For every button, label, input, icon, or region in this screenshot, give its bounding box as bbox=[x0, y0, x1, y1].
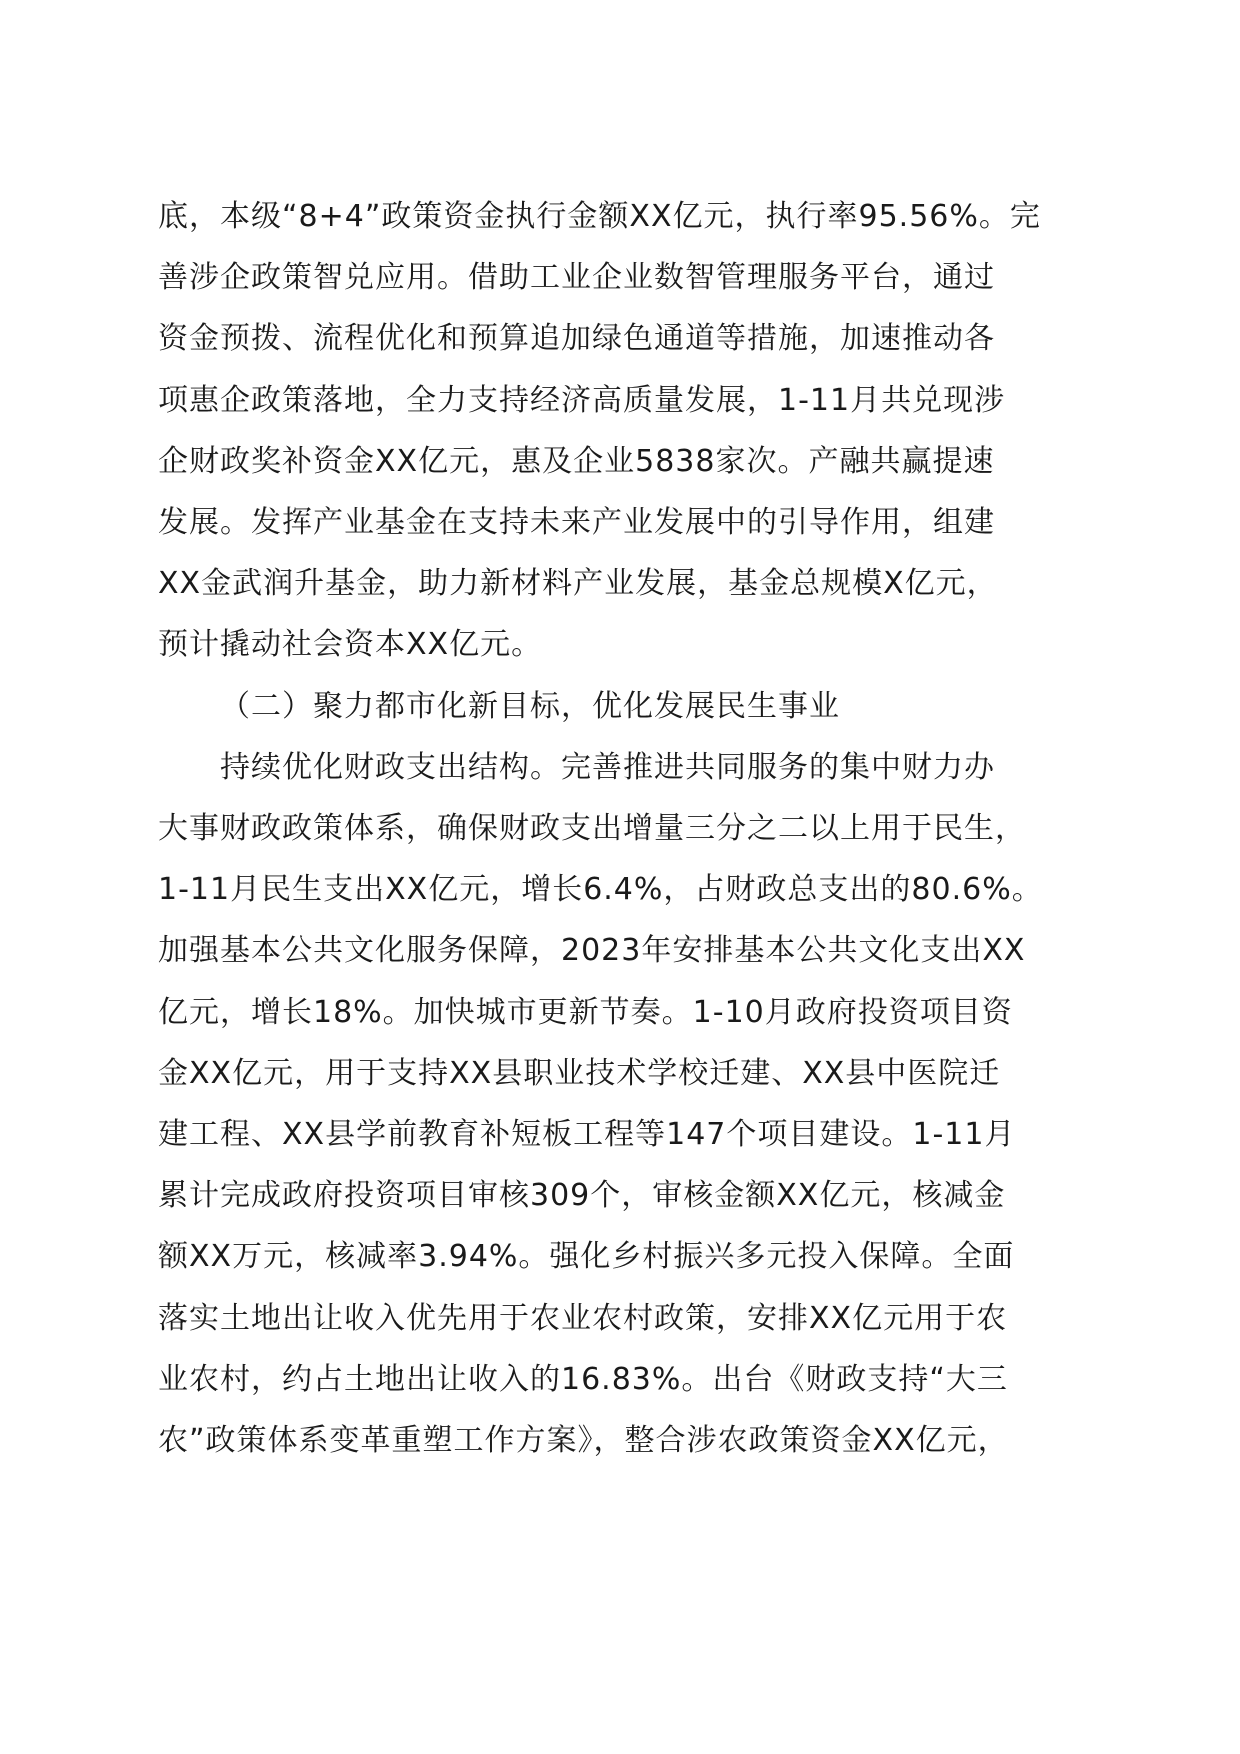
text-line: 额XX万元，核减率3.94%。强化乡村振兴多元投入保障。全面 bbox=[158, 1239, 1015, 1274]
text-line: 建工程、XX县学前教育补短板工程等147个项目建设。1-11月 bbox=[158, 1117, 1016, 1152]
text-line: 大事财政政策体系，确保财政支出增量三分之二以上用于民生， bbox=[158, 811, 1026, 846]
text-line: 金XX亿元，用于支持XX县职业技术学校迁建、XX县中医院迁 bbox=[158, 1056, 1001, 1091]
text-line: 农”政策体系变革重塑工作方案》，整合涉农政策资金XX亿元， bbox=[158, 1423, 1009, 1458]
text-line: 预计撬动社会资本XX亿元。 bbox=[158, 627, 543, 662]
text-line: XX金武润升基金，助力新材料产业发展，基金总规模X亿元， bbox=[158, 566, 998, 601]
section-heading: （二）聚力都市化新目标，优化发展民生事业 bbox=[220, 689, 840, 724]
text-line: 业农村，约占土地出让收入的16.83%。出台《财政支持“大三 bbox=[158, 1362, 1008, 1397]
text-line: 1-11月民生支出XX亿元，增长6.4%，占财政总支出的80.6%。 bbox=[158, 872, 1043, 907]
text-line: 亿元，增长18%。加快城市更新节奏。1-10月政府投资项目资 bbox=[158, 995, 1013, 1030]
text-line: 落实土地出让收入优先用于农业农村政策，安排XX亿元用于农 bbox=[158, 1301, 1008, 1336]
text-line: 资金预拨、流程优化和预算追加绿色通道等措施，加速推动各 bbox=[158, 321, 995, 356]
text-line: 企财政奖补资金XX亿元，惠及企业5838家次。产融共赢提速 bbox=[158, 444, 995, 479]
text-line: 加强基本公共文化服务保障，2023年安排基本公共文化支出XX bbox=[158, 933, 1026, 968]
paragraph-first-line: 持续优化财政支出结构。完善推进共同服务的集中财力办 bbox=[220, 750, 995, 785]
text-line: 善涉企政策智兑应用。借助工业企业数智管理服务平台，通过 bbox=[158, 260, 995, 295]
text-line: 发展。发挥产业基金在支持未来产业发展中的引导作用，组建 bbox=[158, 505, 995, 540]
text-line: 项惠企政策落地，全力支持经济高质量发展，1-11月共兑现涉 bbox=[158, 383, 1006, 418]
text-line: 累计完成政府投资项目审核309个，审核金额XX亿元，核减金 bbox=[158, 1178, 1006, 1213]
text-line: 底，本级“8+4”政策资金执行金额XX亿元，执行率95.56%。完 bbox=[158, 199, 1041, 234]
